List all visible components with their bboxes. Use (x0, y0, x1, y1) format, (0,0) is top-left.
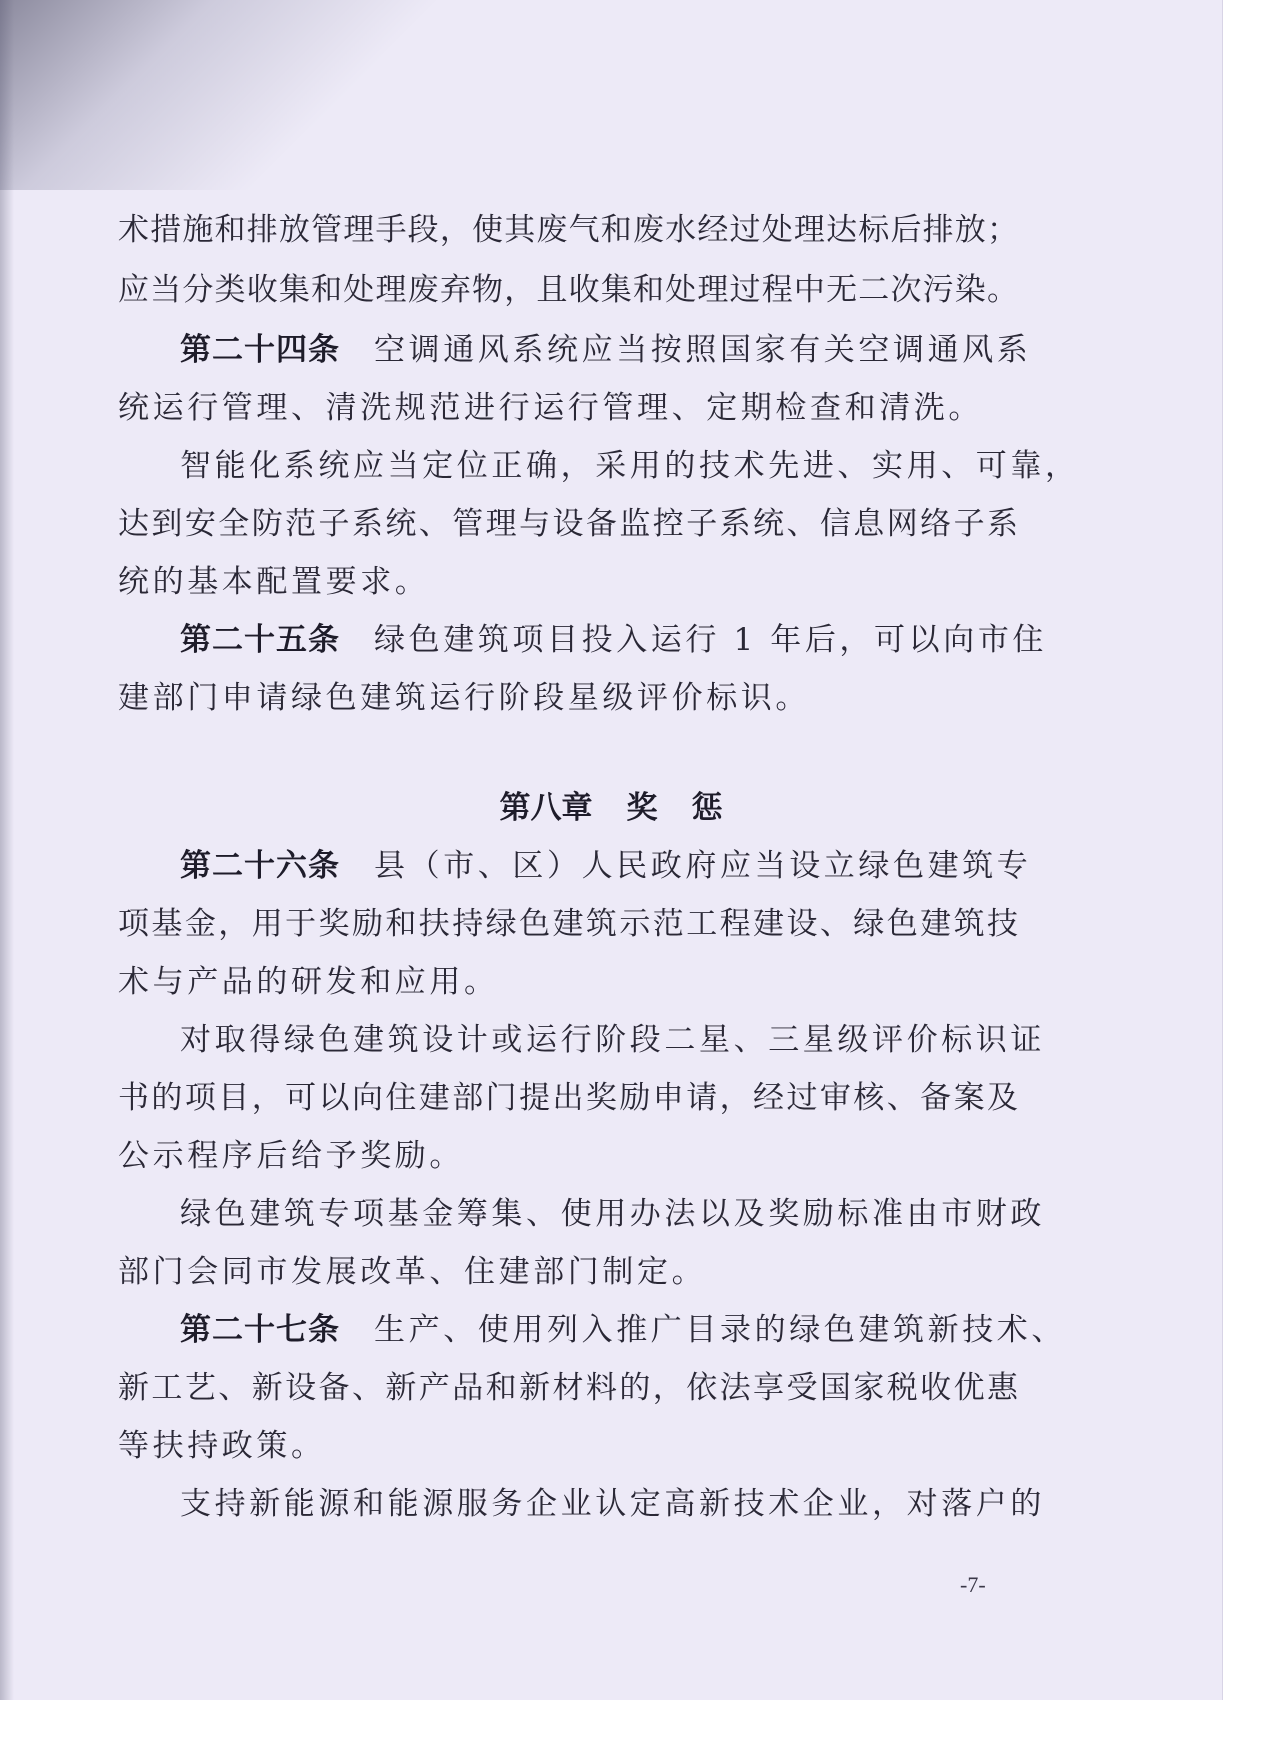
article-number: 第二十七条 (180, 1312, 340, 1348)
text-line: 书的项目，可以向住建部门提出奖励申请，经过审核、备案及 (118, 1080, 1018, 1116)
text-line: 应当分类收集和处理废弃物，且收集和处理过程中无二次污染。 (118, 272, 1018, 308)
scan-edge-shadow (0, 0, 14, 1700)
chapter-title-2: 惩 (691, 790, 723, 826)
text-line: 术与产品的研发和应用。 (118, 964, 499, 1000)
article-text: 绿色建筑项目投入运行 1 年后，可以向市住 (374, 622, 1048, 658)
text-line: 统的基本配置要求。 (118, 564, 430, 600)
text-line: 部门会同市发展改革、住建部门制定。 (118, 1254, 707, 1290)
paragraph-line: 智能化系统应当定位正确，采用的技术先进、实用、可靠， (180, 448, 1080, 484)
scan-shadow (0, 0, 520, 190)
text-line: 新工艺、新设备、新产品和新材料的，依法享受国家税收优惠 (118, 1370, 1018, 1406)
chapter-number: 第八章 (499, 790, 593, 826)
paragraph-line: 对取得绿色建筑设计或运行阶段二星、三星级评价标识证 (180, 1022, 1045, 1058)
article-text: 生产、使用列入推广目录的绿色建筑新技术、 (374, 1312, 1066, 1348)
chapter-title-1: 奖 (626, 790, 658, 826)
article-text: 空调通风系统应当按照国家有关空调通风系 (374, 332, 1032, 368)
page-number: -7- (960, 1572, 986, 1597)
article-number: 第二十六条 (180, 848, 340, 884)
text-line: 公示程序后给予奖励。 (118, 1138, 464, 1174)
article-25 (180, 620, 1048, 660)
text-line: 建部门申请绿色建筑运行阶段星级评价标识。 (118, 680, 810, 716)
text-line: 统运行管理、清洗规范进行运行管理、定期检查和清洗。 (118, 390, 983, 426)
scan-margin (1222, 0, 1264, 1700)
text-line: 达到安全防范子系统、管理与设备监控子系统、信息网络子系 (118, 506, 1018, 542)
chapter-heading (0, 788, 1222, 828)
article-number: 第二十四条 (180, 332, 340, 368)
article-text: 县（市、区）人民政府应当设立绿色建筑专 (374, 848, 1032, 884)
article-27 (180, 1310, 1066, 1350)
text-line: 术措施和排放管理手段，使其废气和废水经过处理达标后排放； (118, 212, 1018, 248)
article-26 (180, 846, 1032, 886)
article-number: 第二十五条 (180, 622, 340, 658)
paragraph-line: 绿色建筑专项基金筹集、使用办法以及奖励标准由市财政 (180, 1196, 1045, 1232)
text-line: 等扶持政策。 (118, 1428, 326, 1464)
article-24 (180, 330, 1032, 370)
text-line: 项基金，用于奖励和扶持绿色建筑示范工程建设、绿色建筑技 (118, 906, 1018, 942)
paragraph-line: 支持新能源和能源服务企业认定高新技术企业，对落户的 (180, 1486, 1045, 1522)
